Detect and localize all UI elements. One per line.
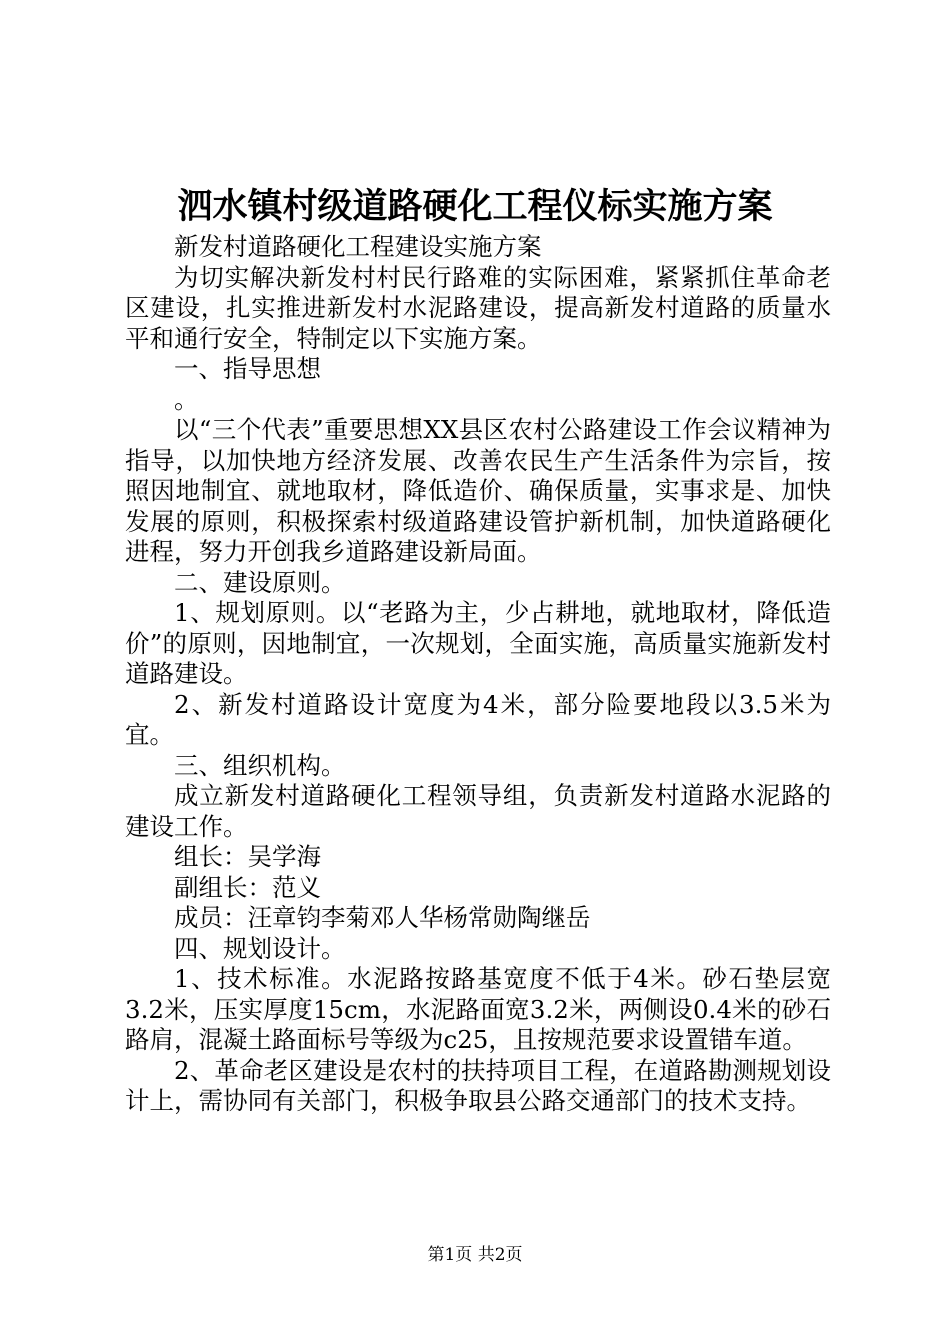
paragraph-deputy-leader: 副组长：范义 xyxy=(174,872,321,902)
document-title: 泗水镇村级道路硬化工程仪标实施方案 xyxy=(177,186,773,227)
paragraph-intro: 为切实解决新发村村民行路难的实际困难，紧紧抓住革命老区建设，扎实推进新发村水泥路建设，提高新发村道路的质量水平和通行安全，特制定以下实施方案。 xyxy=(125,262,831,353)
heading-organization: 三、组织机构。 xyxy=(174,750,346,780)
heading-planning-design: 四、规划设计。 xyxy=(174,933,346,963)
paragraph-organization: 成立新发村道路硬化工程领导组，负责新发村道路水泥路的建设工作。 xyxy=(125,781,831,841)
paragraph-principle-1: 1、规划原则。以“老路为主，少占耕地，就地取材，降低造价”的原则，因地制宜，一次规划，全面实施，高质量实施新发村道路建设。 xyxy=(125,598,831,688)
paragraph-subtitle: 新发村道路硬化工程建设实施方案 xyxy=(174,232,542,261)
heading-guiding-thought: 一、指导思想 xyxy=(174,354,321,383)
paragraph-principle-2: 2、新发村道路设计宽度为4米，部分险要地段以3.5米为宜。 xyxy=(125,689,831,749)
paragraph-members: 成员：汪章钧李菊邓人华杨常勋陶继岳 xyxy=(174,903,591,932)
page-footer: 第1页 共2页 xyxy=(427,1245,523,1265)
document-body xyxy=(125,232,831,1117)
paragraph-technical-standard: 1、技术标准。水泥路按路基宽度不低于4米。砂石垫层宽3.2米，压实厚度15cm，水泥路面宽3.2米，两侧设0.4米的砂石路肩，混凝土路面标号等级为c25，且按规范要求设置错车道。 xyxy=(125,964,831,1054)
paragraph-guiding-thought: 以“三个代表”重要思想XX县区农村公路建设工作会议精神为指导，以加快地方经济发展、改善农民生产生活条件为宗旨，按照因地制宜、就地取材，降低造价、确保质量，实事求是、加快发展的原则，积极探索村级道路建设管护新机制，加快道路硬化进程，努力开创我乡道路建设新局面。 xyxy=(125,415,831,566)
paragraph-period: 。 xyxy=(174,384,199,414)
heading-construction-principles: 二、建设原则。 xyxy=(174,567,346,597)
paragraph-support: 2、革命老区建设是农村的扶持项目工程，在道路勘测规划设计上，需协同有关部门，积极争取县公路交通部门的技术支持。 xyxy=(125,1055,831,1115)
paragraph-leader: 组长：吴学海 xyxy=(174,842,321,871)
